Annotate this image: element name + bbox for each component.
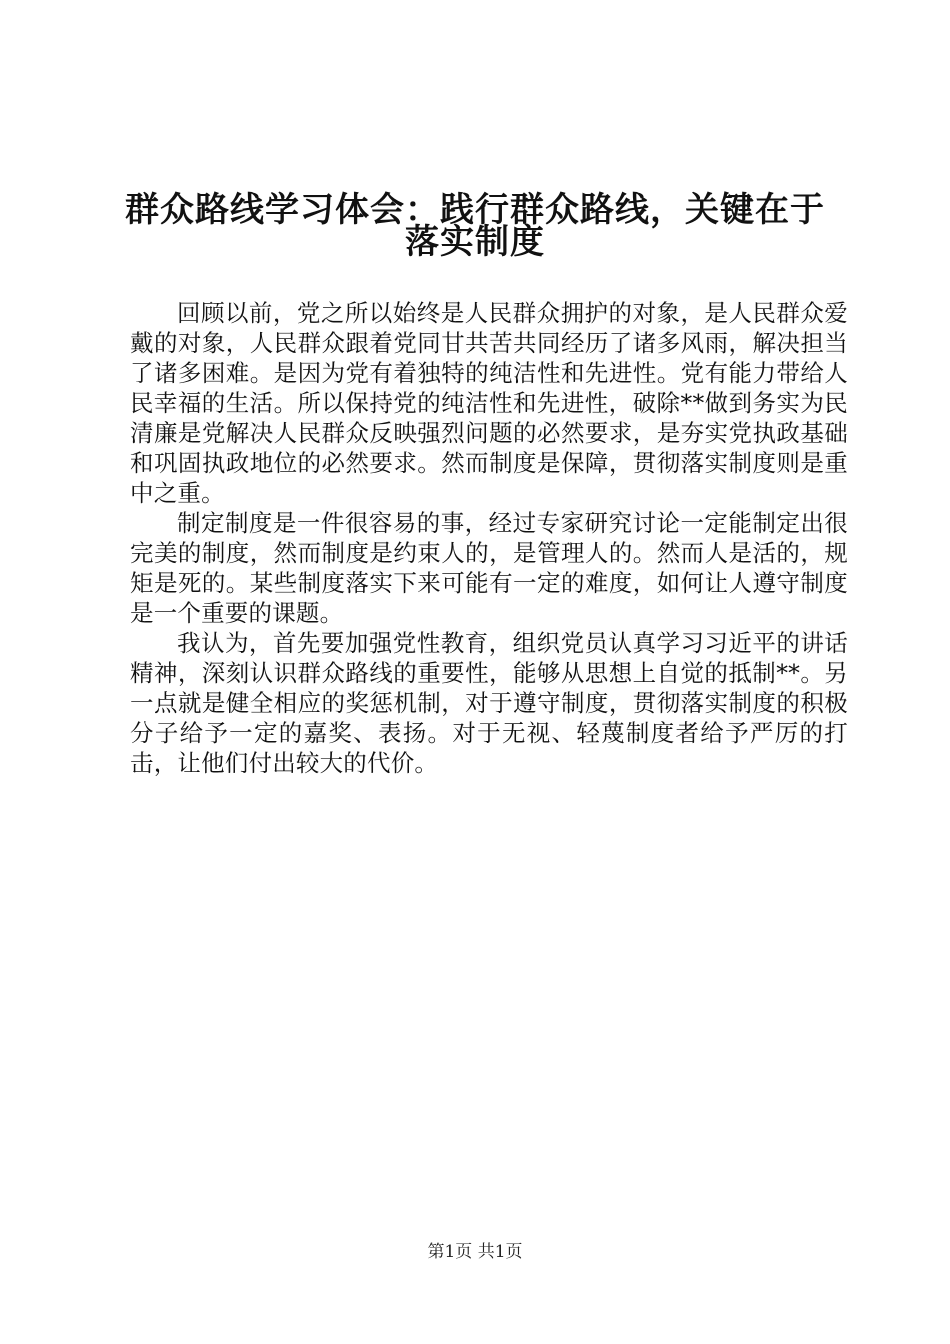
document-title-line-1: 群众路线学习体会：践行群众路线，关键在于 — [125, 190, 825, 230]
document-title-line-2: 落实制度 — [405, 222, 545, 262]
paragraph-1: 回顾以前，党之所以始终是人民群众拥护的对象，是人民群众爱戴的对象，人民群众跟着党同甘共苦共同经历了诸多风雨，解决担当了诸多困难。是因为党有着独特的纯洁性和先进性。党有能力带给人民幸福的生活。所以保持党的纯洁性和先进性，破除**做到务实为民清廉是党解决人民群众反映强烈问题的必然要求，是夯实党执政基础和巩固执政地位的必然要求。然而制度是保障，贯彻落实制度则是重中之重。 — [130, 299, 848, 507]
page-number-footer: 第1页 共1页 — [427, 1242, 523, 1262]
document-body — [130, 298, 848, 778]
paragraph-2: 制定制度是一件很容易的事，经过专家研究讨论一定能制定出很完美的制度，然而制度是约束人的，是管理人的。然而人是活的，规矩是死的。某些制度落实下来可能有一定的难度，如何让人遵守制度是一个重要的课题。 — [130, 509, 848, 627]
paragraph-3: 我认为，首先要加强党性教育，组织党员认真学习习近平的讲话精神，深刻认识群众路线的重要性，能够从思想上自觉的抵制**。另一点就是健全相应的奖惩机制，对于遵守制度，贯彻落实制度的积极分子给予一定的嘉奖、表扬。对于无视、轻蔑制度者给予严厉的打击，让他们付出较大的代价。 — [130, 629, 848, 777]
